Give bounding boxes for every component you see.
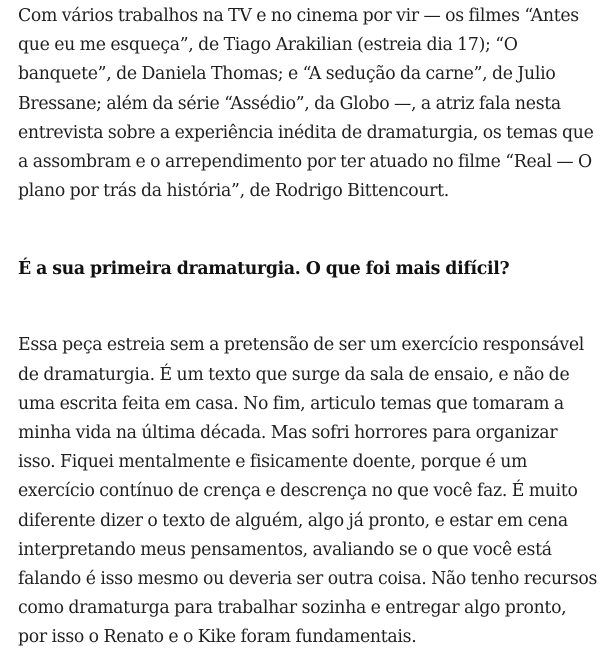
interview-question: É a sua primeira dramaturgia. O que foi mais difícil? bbox=[18, 259, 510, 280]
article-body bbox=[18, 0, 598, 653]
interview-answer: Essa peça estreia sem a pretensão de ser um exercício responsável de dramaturgia. É um texto que surge da sala de ensaio, e não de uma escrita feita em casa. No fim, articulo temas que tomaram a minha vida na última década. Mas sofri horrores para organizar isso. Fiquei mentalmente e fisicamente doente, porque é um exercício contínuo de crença e descrença no que você faz. É muito diferente dizer o texto de alguém, algo já pronto, e estar em cena interpretando meus pensamentos, avaliando se o que você está falando é isso mesmo ou deveria ser outra coisa. Não tenho recursos como dramaturga para trabalhar sozinha e entregar algo pronto, por isso o Renato e o Kike foram fundamentais. bbox=[18, 335, 598, 648]
intro-paragraph: Com vários trabalhos na TV e no cinema por vir — os filmes “Antes que eu me esqueça”, de Tiago Arakilian (estreia dia 17); “O banquete”, de Daniela Thomas; e “A sedução da carne”, de Julio Bressane; além da série “Assédio”, da Globo —, a atriz fala nesta entrevista sobre a experiência inédita de dramaturgia, os temas que a assombram e o arrependimento por ter atuado no filme “Real — O plano por trás da história”, de Rodrigo Bittencourt. bbox=[18, 6, 594, 202]
